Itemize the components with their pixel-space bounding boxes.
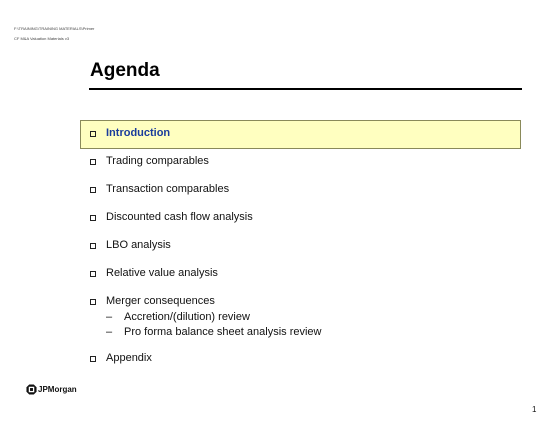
agenda-item-label: Relative value analysis (106, 267, 218, 279)
sub-item-label: Pro forma balance sheet analysis review (124, 326, 322, 338)
agenda-item-label: Trading comparables (106, 155, 209, 167)
agenda-item-label: Appendix (106, 352, 152, 364)
page-number: 1 (532, 405, 537, 414)
file-path-line-2: CF M&A Valuation Materials v3 (14, 36, 70, 41)
agenda-item-label: Transaction comparables (106, 183, 230, 195)
logo-wordmark: JPMorgan (38, 385, 77, 394)
square-bullet-icon (90, 215, 96, 221)
jpmorgan-logo (26, 384, 77, 395)
agenda-item-label: LBO analysis (106, 239, 171, 251)
page-title: Agenda (90, 60, 160, 81)
square-bullet-icon (90, 187, 96, 193)
square-bullet-icon (90, 271, 96, 277)
sub-item-label: Accretion/(dilution) review (124, 311, 250, 323)
agenda-item-label: Discounted cash flow analysis (106, 211, 253, 223)
file-path (14, 21, 94, 46)
square-bullet-icon (90, 299, 96, 305)
square-bullet-icon (90, 159, 96, 165)
title-underline (89, 88, 522, 90)
square-bullet-icon (90, 243, 96, 249)
square-bullet-icon (90, 131, 96, 137)
agenda-item-label: Merger consequences (106, 295, 215, 307)
agenda-item-label: Introduction (106, 127, 171, 139)
dash-bullet-icon: – (106, 326, 113, 338)
square-bullet-icon (90, 356, 96, 362)
octagon-logo-icon (26, 384, 37, 395)
dash-bullet-icon: – (106, 311, 113, 323)
file-path-line-1: F:\TRAINING\TRAINING MATERIALS\Primer (14, 26, 95, 31)
